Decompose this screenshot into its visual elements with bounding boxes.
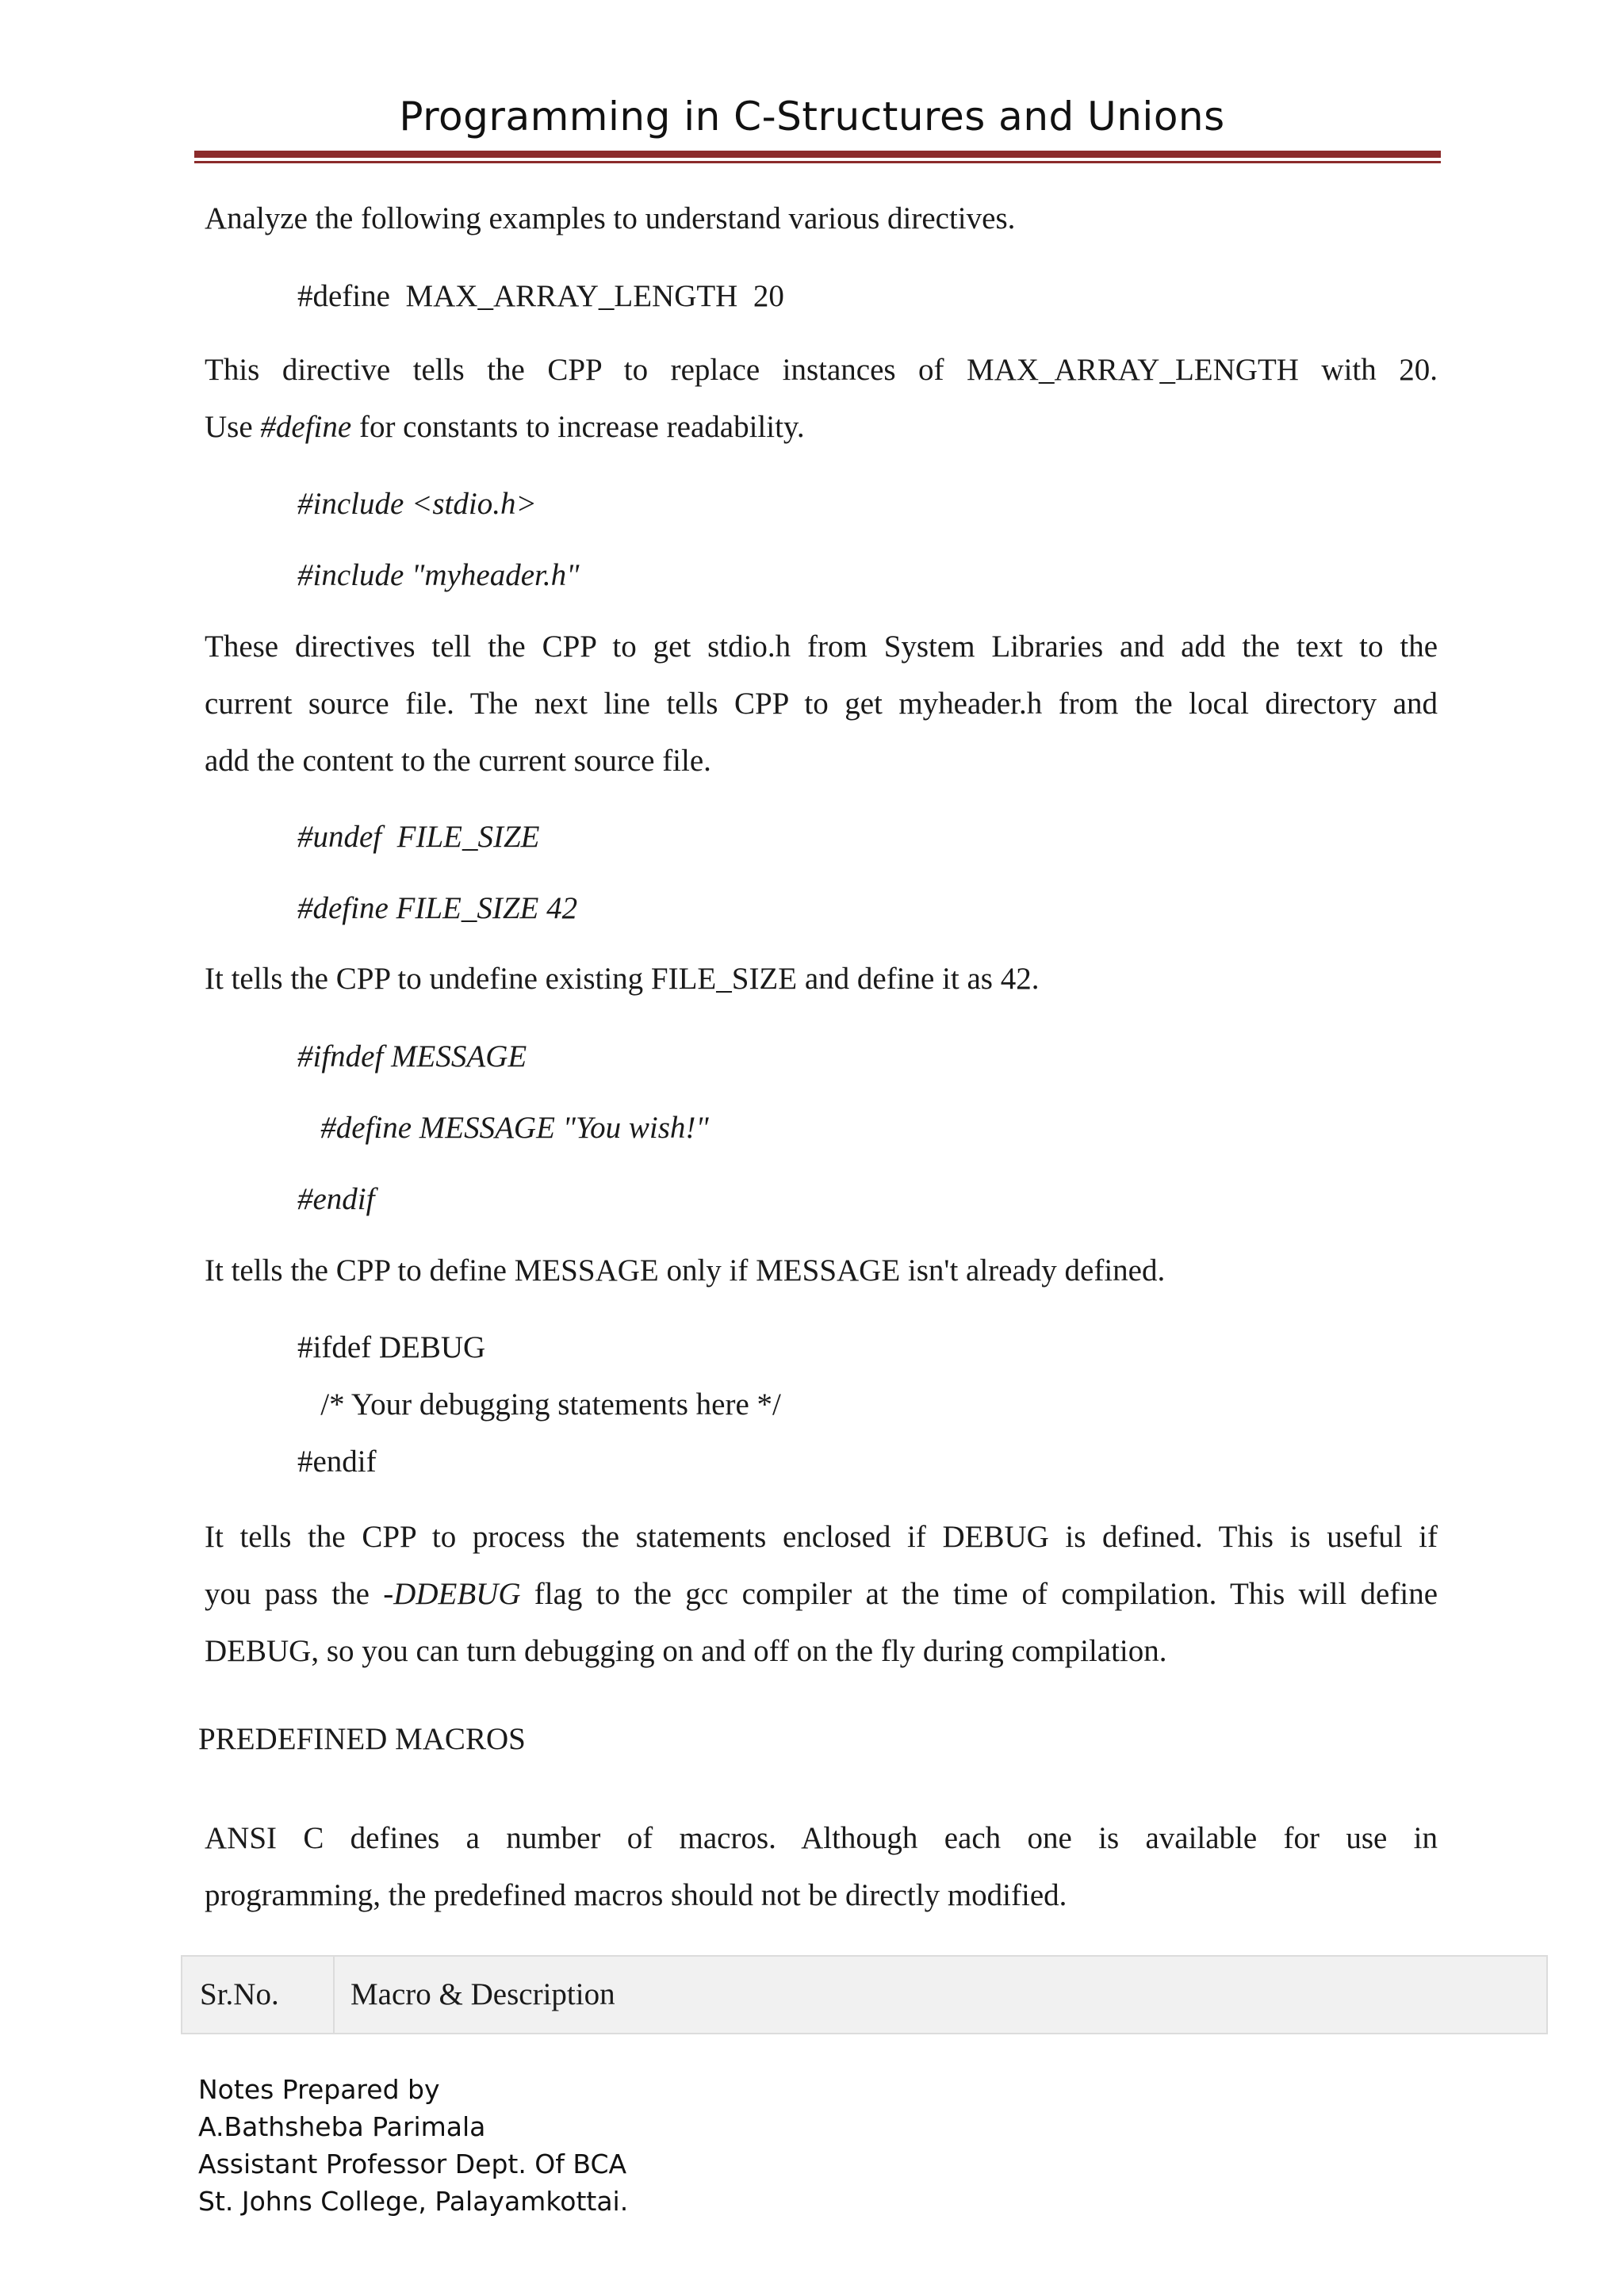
code-define-message: #define MESSAGE "You wish!": [297, 1111, 709, 1145]
ex2-description: [205, 618, 1438, 790]
code-define-file-size: #define FILE_SIZE 42: [297, 891, 578, 925]
text-run: for constants to increase readability.: [351, 410, 805, 444]
page-footer: [198, 2071, 628, 2220]
text-run: flag to the gcc compiler at the time of compilation. This will define: [520, 1577, 1438, 1611]
code-endif: #endif: [297, 1182, 375, 1216]
ex1-desc-line: This directive tells the CPP to replace instances of MAX_ARRAY_LENGTH with 20.: [205, 353, 1438, 387]
ex1-desc-line: [205, 399, 1438, 456]
code-define-max: #define MAX_ARRAY_LENGTH 20: [297, 279, 784, 313]
code-debug-comment: /* Your debugging statements here */: [297, 1387, 781, 1422]
footer-line: Assistant Professor Dept. Of BCA: [198, 2149, 627, 2179]
text-run: you pass the: [205, 1577, 384, 1611]
emphasis-text: -DDEBUG: [383, 1577, 521, 1611]
code-include-stdio: #include <stdio.h>: [297, 487, 537, 521]
header-rule-thin: [194, 161, 1441, 163]
macro-table-header: [181, 1955, 1548, 2034]
footer-line: St. Johns College, Palayamkottai.: [198, 2186, 629, 2217]
ex1-description: [205, 342, 1438, 456]
column-header-srno: Sr.No.: [200, 1977, 279, 2011]
header-rule: [194, 151, 1441, 158]
ex5-desc-line: It tells the CPP to process the statements enclosed if DEBUG is defined. This is useful if: [205, 1520, 1438, 1554]
footer-author: A.Bathsheba Parimala: [198, 2111, 486, 2142]
ex5-description: [205, 1509, 1438, 1680]
ex2-desc-line: current source file. The next line tells CPP to get myheader.h from the local directory and: [205, 687, 1438, 721]
code-undef-file-size: #undef FILE_SIZE: [297, 820, 540, 854]
ex2-desc-line: add the content to the current source file.: [205, 744, 711, 778]
section-para-line: ANSI C defines a number of macros. Although each one is available for use in: [205, 1821, 1438, 1855]
ex5-desc-line: [205, 1566, 1438, 1623]
column-header-macro: Macro & Description: [350, 1977, 615, 2011]
text-run: Use: [205, 410, 261, 444]
footer-line: Notes Prepared by: [198, 2074, 440, 2105]
page-title: Programming in C-Structures and Unions: [399, 94, 1225, 140]
emphasis-text: #define: [260, 410, 352, 444]
ex5-desc-line: DEBUG, so you can turn debugging on and off on the fly during compilation.: [205, 1634, 1167, 1668]
intro-paragraph: Analyze the following examples to understand various directives.: [205, 201, 1016, 235]
table-divider: [333, 1957, 335, 2033]
code-ifndef-message: #ifndef MESSAGE: [297, 1039, 527, 1073]
section-paragraph: [205, 1810, 1438, 1924]
code-ifdef-debug: #ifdef DEBUG: [297, 1330, 486, 1364]
ex3-description: It tells the CPP to undefine existing FILE_SIZE and define it as 42.: [205, 962, 1040, 996]
ex2-desc-line: These directives tell the CPP to get stdio.h from System Libraries and add the text to the: [205, 629, 1438, 664]
ex4-description: It tells the CPP to define MESSAGE only if MESSAGE isn't already defined.: [205, 1253, 1166, 1288]
section-para-line: programming, the predefined macros should not be directly modified.: [205, 1878, 1067, 1912]
code-include-myheader: #include "myheader.h": [297, 558, 580, 592]
code-endif-debug: #endif: [297, 1445, 377, 1479]
section-heading: PREDEFINED MACROS: [198, 1722, 526, 1756]
